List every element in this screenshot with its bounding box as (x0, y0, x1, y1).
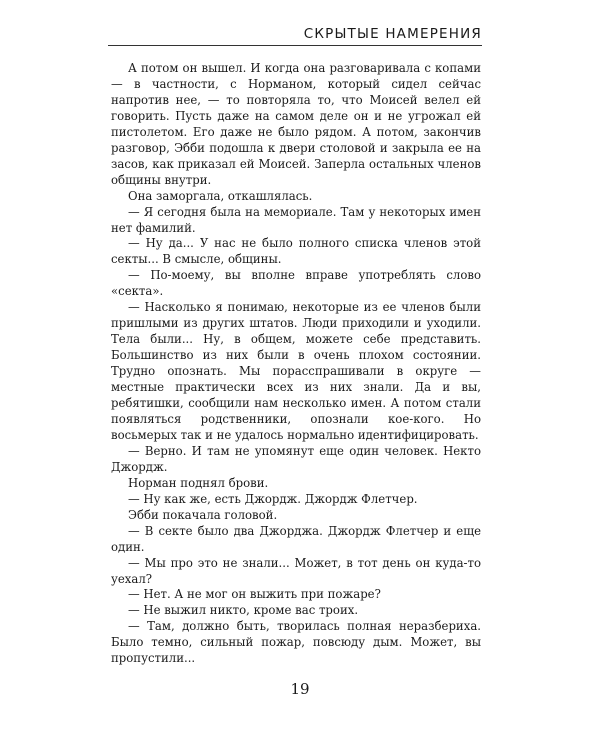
paragraph: — Насколько я понимаю, некоторые из ее членов были пришлыми из других штатов. Люди приходили и уходили. Тела были... Ну, в общем, можете себе представить. Большинство из них были в очень плохом состоянии. Трудно опознать. Мы порасспрашивали в округе — местные практически всех из них знали. Да и вы, ребятишки, сообщили нам несколько имен. А потом стали появляться родственники, опознали кое-кого. Но восьмерых так и не удалось нормально идентифицировать. (111, 300, 481, 442)
paragraph: — Ну как же, есть Джордж. Джордж Флетчер. (128, 491, 418, 506)
paragraph: Она заморгала, откашлялась. (128, 188, 313, 203)
header-rule (108, 45, 482, 46)
body-text (111, 61, 481, 667)
paragraph: — Мы про это не знали... Может, в тот день он куда-то уехал? (111, 555, 481, 586)
paragraph: Эбби покачала головой. (128, 507, 278, 522)
paragraph: — В секте было два Джорджа. Джордж Флетчер и еще один. (111, 523, 481, 554)
paragraph: — По-моему, вы вполне вправе употреблять слово «секта». (111, 268, 481, 299)
paragraph: — Не выжил никто, кроме вас троих. (128, 603, 359, 618)
paragraph: — Там, должно быть, творилась полная неразбериха. Было темно, сильный пожар, повсюду дым. Может, вы пропустили... (111, 619, 481, 666)
paragraph: — Ну да... У нас не было полного списка членов этой секты... В смысле, общины. (111, 236, 481, 267)
paragraph: — Я сегодня была на мемориале. Там у некоторых имен нет фамилий. (111, 204, 481, 235)
paragraph: — Нет. А не мог он выжить при пожаре? (128, 587, 381, 602)
page-number: 19 (290, 680, 310, 698)
paragraph: А потом он вышел. И когда она разговаривала с копами — в частности, с Норманом, который сидел сейчас напротив нее, — то повторяла то, что Моисей велел ей говорить. Пусть даже на самом деле он и не угрожал ей пистолетом. Его даже не было рядом. А потом, закончив разговор, Эбби подошла к двери столовой и закрыла ее на засов, как приказал ей Моисей. Заперла остальных членов общины внутри. (111, 61, 481, 187)
running-title: СКРЫТЫЕ НАМЕРЕНИЯ (303, 26, 482, 42)
paragraph: — Верно. И там не упомянут еще один человек. Некто Джордж. (111, 443, 481, 474)
paragraph: Норман поднял брови. (128, 475, 269, 490)
